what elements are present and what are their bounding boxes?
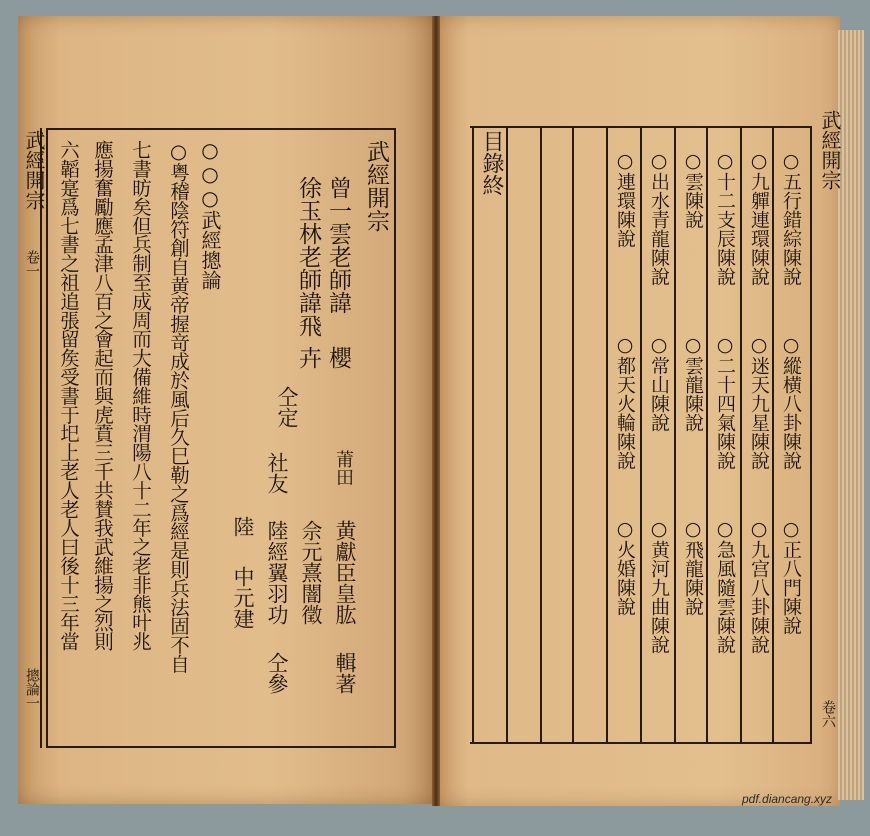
right-col-rule-2 <box>740 126 742 744</box>
editor-place: 莆田 <box>333 450 354 486</box>
left-header: 武經開宗 <box>363 140 389 232</box>
friend3-surname: 陸 <box>231 516 255 537</box>
toc-item: ○常山陳說 <box>648 334 670 432</box>
right-margin-title: 武經開宗 <box>818 110 842 190</box>
toc-item: ○十二支辰陳說 <box>714 150 736 286</box>
editor-name: 黄獻臣皇肱 <box>333 520 357 625</box>
teacher1-line: 曾一雲老師諱 <box>325 176 351 314</box>
right-col-rule-9 <box>506 126 508 744</box>
right-margin-volume: 卷六 <box>820 700 836 728</box>
right-col-rule-6 <box>606 126 608 744</box>
quanding-text: 仝定 <box>275 386 299 428</box>
end-of-contents-mark: 目錄終 <box>479 130 504 196</box>
toc-item: ○都天火輪陳說 <box>614 334 636 470</box>
toc-item: ○迷天九星陳說 <box>748 334 770 470</box>
teacher1-name: 櫻 <box>325 346 351 369</box>
body-column-1: ○粤稽陰符創自黄帝握竒成於風后久巳勒之爲經是則兵法固不自 <box>167 140 190 673</box>
toc-item: ○飛龍陳說 <box>682 518 704 616</box>
canjiao-label: 仝參 <box>265 652 289 694</box>
friend2-name: 陸經翼羽功 <box>265 520 289 625</box>
toc-item: ○九軃連環陳說 <box>748 150 770 286</box>
toc-item: ○縱横八卦陳說 <box>780 334 802 470</box>
body-column-4: 六韜寔爲七書之祖追張留矦受書于圯上老人老人曰後十三年當 <box>57 140 80 651</box>
friend3-name: 中元建 <box>231 566 255 629</box>
toc-item: ○雲陳說 <box>682 150 704 229</box>
left-margin-volume: 卷一 <box>24 250 40 278</box>
toc-item: ○出水青龍陳說 <box>648 150 670 286</box>
toc-item: ○黄河九曲陳說 <box>648 518 670 654</box>
book-gutter <box>432 16 440 806</box>
right-col-rule-4 <box>674 126 676 744</box>
body-column-3: 應揚奮勵應孟津八百之會起而與虎賁三千共賛我武維揚之烈則 <box>91 140 114 651</box>
section-title: ○○○武經摠論 <box>198 138 222 290</box>
toc-item: ○連環陳說 <box>614 150 636 248</box>
shezhi-label: 社友 <box>265 452 289 494</box>
toc-item: ○正八門陳說 <box>780 518 802 635</box>
editor-role: 輯著 <box>333 652 357 694</box>
toc-item: ○急風隨雲陳說 <box>714 518 736 654</box>
watermark-text: pdf.diancang.xyz <box>742 792 833 806</box>
toc-item: ○二十四氣陳說 <box>714 334 736 470</box>
toc-item: ○五行錯綜陳說 <box>780 150 802 286</box>
toc-item: ○雲龍陳說 <box>682 334 704 432</box>
body-column-2: 七書昉矣但兵制至成周而大備維時渭陽八十二年之老非熊叶兆 <box>129 140 152 651</box>
toc-item: ○九宫八卦陳說 <box>748 518 770 654</box>
left-margin-section: 摠論一 <box>24 668 40 710</box>
left-margin-rule <box>40 128 42 748</box>
toc-item: ○火婚陳說 <box>614 518 636 616</box>
right-col-rule-5 <box>640 126 642 744</box>
teacher2-line: 徐玉林老師諱飛 <box>295 176 321 337</box>
right-col-rule-8 <box>540 126 542 744</box>
right-outer-rule <box>810 126 812 744</box>
friend1-name: 佘元熹闇徵 <box>299 520 323 625</box>
right-inner-rule <box>472 126 474 744</box>
teacher2-name: 卉 <box>295 346 321 369</box>
right-col-rule-7 <box>572 126 574 744</box>
left-margin-title: 武經開宗 <box>22 130 46 210</box>
